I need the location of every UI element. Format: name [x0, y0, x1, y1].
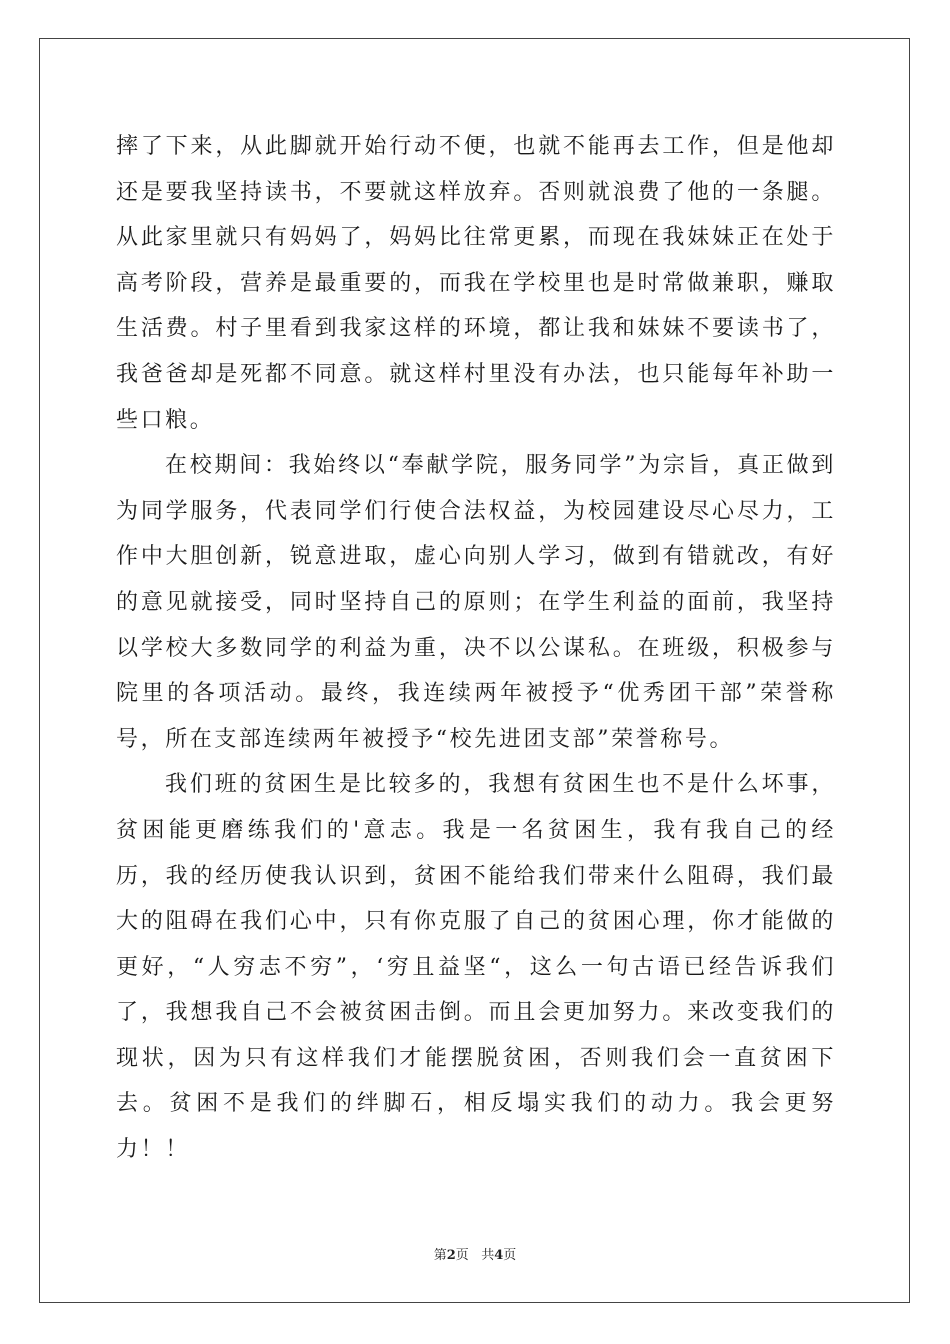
- page-suffix: 页: [455, 1248, 469, 1263]
- total-pages: 4: [494, 1248, 504, 1263]
- paragraph-3: 我们班的贫困生是比较多的，我想有贫困生也不是什么坏事，贫困能更磨练我们的'意志。我是一名贫困生，我有我自己的经历，我的经历使我认识到，贫困不能给我们带来什么阻碍，我们最大的阻碍在我们心中，只有你克服了自己的贫困心理，你才能做的更好，“人穷志不穷”，‘穷且益坚“，这么一句古语已经告诉我们了，我想我自己不会被贫困击倒。而且会更加努力。来改变我们的现状，因为只有这样我们才能摆脱贫困，否则我们会一直贫困下去。贫困不是我们的绊脚石，相反塌实我们的动力。我会更努力！！: [116, 772, 836, 1163]
- total-prefix: 共: [481, 1248, 495, 1263]
- page-prefix: 第: [433, 1248, 447, 1263]
- page-number-label: [434, 1248, 469, 1263]
- paragraph-2: 在校期间：我始终以“奉献学院，服务同学”为宗旨，真正做到为同学服务，代表同学们行使合法权益，为校园建设尽心尽力，工作中大胆创新，锐意进取，虚心向别人学习，做到有错就改，有好的意见就接受，同时坚持自己的原则；在学生利益的面前，我坚持以学校大多数同学的利益为重，决不以公谋私。在班级，积极参与院里的各项活动。最终，我连续两年被授予“优秀团干部”荣誉称号，所在支部连续两年被授予“校先进团支部”荣誉称号。: [116, 453, 836, 752]
- document-body: [116, 124, 836, 1173]
- total-suffix: 页: [503, 1248, 517, 1263]
- total-pages-label: [481, 1248, 516, 1263]
- page-footer: [0, 1248, 950, 1264]
- paragraph-1: 摔了下来，从此脚就开始行动不便，也就不能再去工作，但是他却还是要我坚持读书，不要就这样放弃。否则就浪费了他的一条腿。从此家里就只有妈妈了，妈妈比往常更累，而现在我妹妹正在处于高考阶段，营养是最重要的，而我在学校里也是时常做兼职，赚取生活费。村子里看到我家这样的环境，都让我和妹妹不要读书了，我爸爸却是死都不同意。就这样村里没有办法，也只能每年补助一些口粮。: [116, 134, 836, 433]
- page-number: 2: [446, 1248, 456, 1263]
